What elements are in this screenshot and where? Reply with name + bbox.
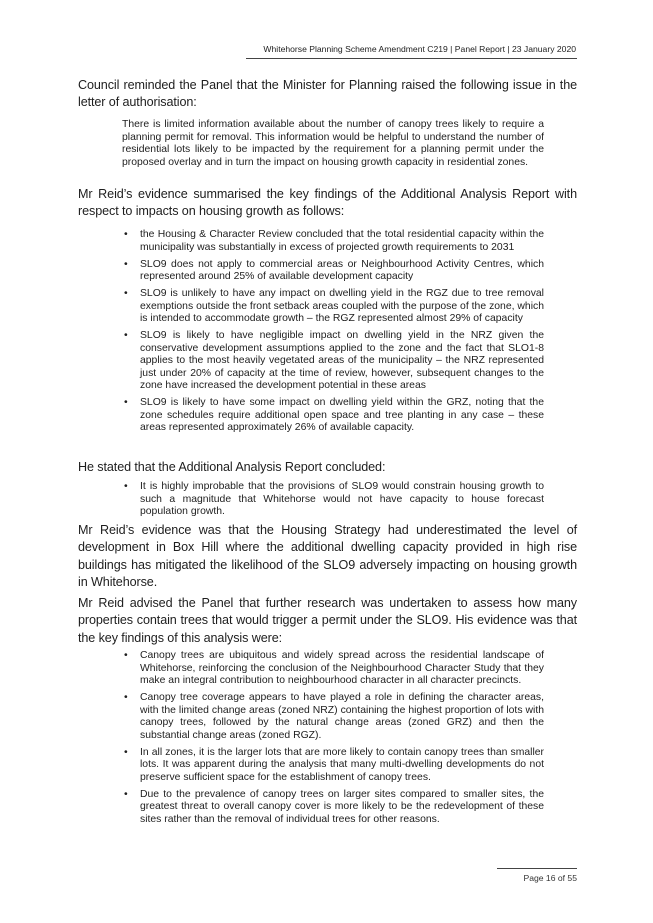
bullet-mark: • <box>124 288 128 299</box>
running-header: Whitehorse Planning Scheme Amendment C219 | Panel Report | 23 January 2020 <box>263 44 576 54</box>
list-item <box>122 397 544 435</box>
paragraph-reid-summary: Mr Reid’s evidence summarised the key findings of the Additional Analysis Report with respect to impacts on housing growth as follows: <box>78 187 577 219</box>
quote-letter-of-authorisation: There is limited information available about the number of canopy trees likely to require a planning permit for removal. This information would be helpful to understand the number of residential lots likely to be impacted by the requirement for a planning permit under the proposed overlay and in turn the impact on housing growth capacity in residential zones. <box>122 119 544 168</box>
list-report-conclusion <box>122 481 544 519</box>
list-canopy-tree-findings <box>122 650 544 826</box>
bullet-mark: • <box>124 258 128 270</box>
list-item <box>122 229 544 254</box>
paragraph-minister-issue: Council reminded the Panel that the Minister for Planning raised the following issue in the letter of authorisation: <box>78 78 577 110</box>
paragraph-housing-strategy: Mr Reid’s evidence was that the Housing Strategy had underestimated the level of development in Box Hill where the additional dwelling capacity provided in high rise buildings has mitigated the likelihood of the SLO9 adversely impacting on housing growth in Whitehorse. <box>78 523 577 589</box>
list-item <box>122 692 544 742</box>
bullet-mark: • <box>124 330 128 341</box>
list-item <box>122 259 544 284</box>
bullet-mark: • <box>124 650 128 661</box>
page-number: Page 16 of 55 <box>523 873 577 883</box>
list-item-text: SLO9 does not apply to commercial areas or Neighbourhood Activity Centres, which represented around 25% of available development capacity <box>140 258 544 282</box>
list-item-text: SLO9 is likely to have negligible impact on dwelling yield in the NRZ given the conservative development assumptions applied to the zone and the fact that SLO1-8 applies to the most heavily vegetated areas of the municipality – the NRZ represented just under 20% of capacity at the time of review, however, subsequent changes to the zone have increased the development potential in these areas <box>140 330 544 391</box>
header-rule <box>246 58 577 59</box>
list-item-text: the Housing & Character Review concluded that the total residential capacity within the municipality was substantially in excess of projected growth requirements to 2031 <box>140 229 544 253</box>
bullet-mark: • <box>124 229 128 240</box>
bullet-mark: • <box>124 692 128 703</box>
list-item <box>122 650 544 688</box>
list-item-text: Due to the prevalence of canopy trees on larger sites compared to smaller sites, the greatest threat to overall canopy cover is more likely to be the redevelopment of these sites rather than the removal of individual trees for other reasons. <box>140 788 544 825</box>
bullet-mark: • <box>124 746 128 758</box>
list-item <box>122 288 544 326</box>
list-item-text: SLO9 is unlikely to have any impact on dwelling yield in the RGZ due to tree removal exemptions outside the front setback areas coupled with the purpose of the zone, which is intended to accommodate growth – the RGZ represented almost 29% of capacity <box>140 288 544 324</box>
bullet-mark: • <box>124 788 128 800</box>
paragraph-further-research: Mr Reid advised the Panel that further research was undertaken to assess how many properties contain trees that would trigger a permit under the SLO9. His evidence was that the key findings of this analysis were: <box>78 596 577 645</box>
bullet-mark: • <box>124 481 128 492</box>
list-item <box>122 789 544 827</box>
list-item-text: Canopy tree coverage appears to have played a role in defining the character areas, with the limited change areas (zoned NRZ) containing the highest proportion of lots with canopy trees, followed by the natural change areas (zoned GRZ) and then the substantial change areas (zoned RGZ). <box>140 692 544 741</box>
footer-rule <box>497 868 577 869</box>
list-item-text: It is highly improbable that the provisions of SLO9 would constrain housing growth to such a magnitude that Whitehorse would not have capacity to house forecast population growth. <box>140 481 544 517</box>
list-item <box>122 481 544 519</box>
paragraph-report-concluded: He stated that the Additional Analysis Report concluded: <box>78 460 386 474</box>
list-item <box>122 330 544 393</box>
list-item-text: SLO9 is likely to have some impact on dwelling yield within the GRZ, noting that the zone schedules require additional open space and tree planting in any case – these areas represented approximately 26% of available capacity. <box>140 397 544 433</box>
bullet-mark: • <box>124 397 128 408</box>
list-item <box>122 747 544 785</box>
list-item-text: Canopy trees are ubiquitous and widely spread across the residential landscape of Whitehorse, reinforcing the conclusion of the Neighbourhood Character Study that they make an integral contribution to neighbourhood character in all character precincts. <box>140 650 544 686</box>
list-item-text: In all zones, it is the larger lots that are more likely to contain canopy trees than smaller lots. It was apparent during the analysis that many multi-dwelling developments do not preserve sufficient space for the establishment of canopy trees. <box>140 746 544 783</box>
list-housing-growth-findings <box>122 229 544 435</box>
